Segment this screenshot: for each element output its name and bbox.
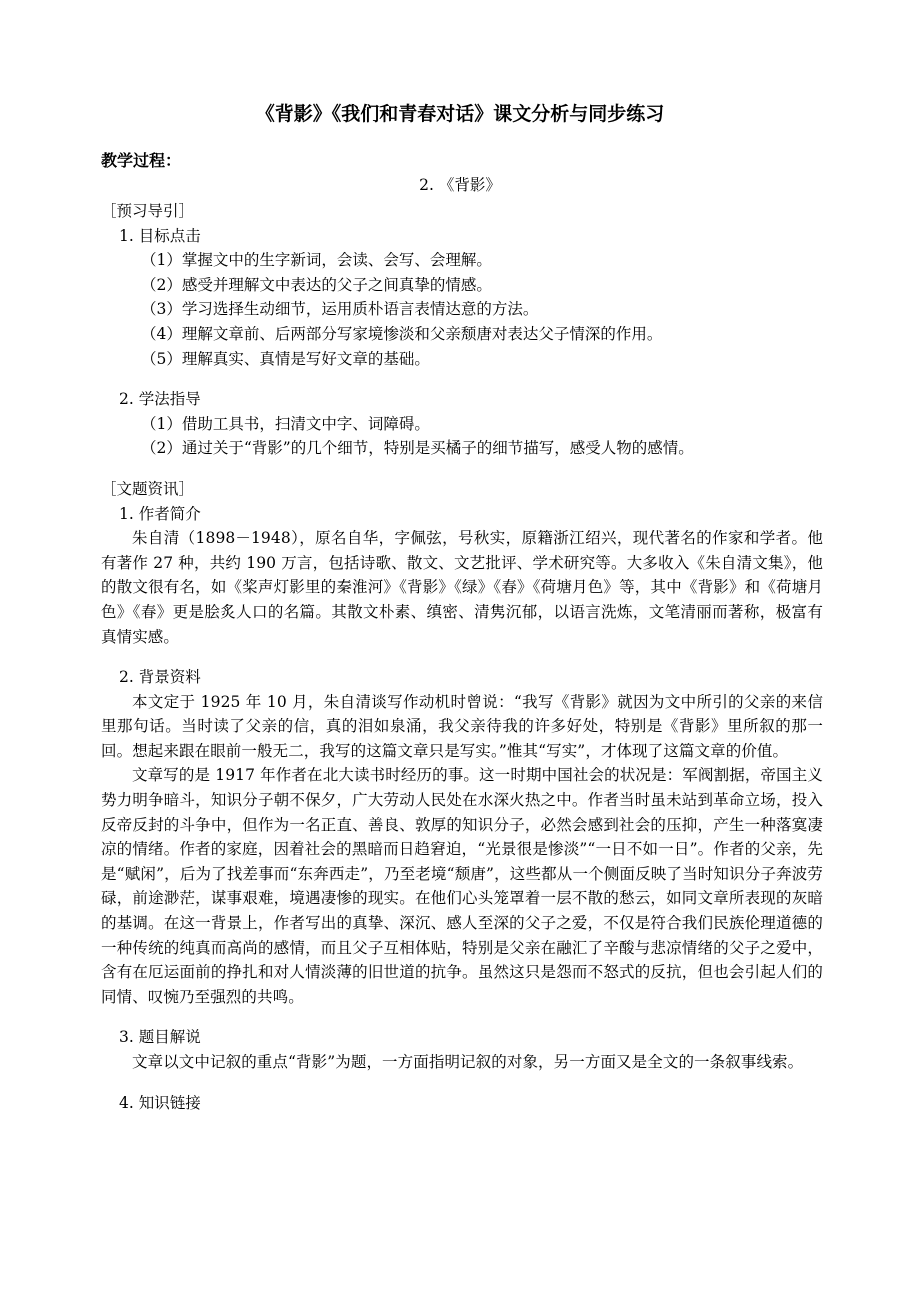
list-item: （5）理解真实、真情是写好文章的基础。 — [141, 349, 430, 368]
subheading-methods: 2. 学法指导 — [119, 390, 201, 409]
subheading-knowledge-link: 4. 知识链接 — [119, 1093, 201, 1112]
list-item: （4）理解文章前、后两部分写家境惨淡和父亲颓唐对表达父子情深的作用。 — [141, 324, 663, 343]
list-item: （2）感受并理解文中表达的父子之间真挚的情感。 — [141, 275, 492, 294]
list-item: （3）学习选择生动细节，运用质朴语言表情达意的方法。 — [141, 300, 539, 319]
list-item: （1）掌握文中的生字新词，会读、会写、会理解。 — [141, 251, 492, 270]
title-explain-paragraph: 文章以文中记叙的重点“背影”为题，一方面指明记叙的对象，另一方面又是全文的一条叙事线索。 — [132, 1053, 804, 1071]
subheading-author: 1. 作者简介 — [119, 504, 201, 523]
background-paragraph-1: 本文定于 1925 年 10 月，朱自清谈写作动机时曾说：“我写《背影》就因为文中所引的父亲的来信里那句话。当时读了父亲的信，真的泪如泉涌，我父亲待我的许多好处，特别是《背影》里所叙的那一回。想起来跟在眼前一般无二，我写的这篇文章只是写实。”惟其“写实”，才体现了这篇文章的价值。 — [101, 692, 823, 760]
document-body — [101, 199, 823, 1115]
subheading-goals: 1. 目标点击 — [119, 226, 201, 245]
background-paragraph-2: 文章写的是 1917 年作者在北大读书时经历的事。这一时期中国社会的状况是：军阀割据，帝国主义势力明争暗斗，知识分子朝不保夕，广大劳动人民处在水深火热之中。作者当时虽未站到革命立场，投入反帝反封的斗争中，但作为一名正直、善良、敦厚的知识分子，必然会感到社会的压抑，产生一种落寞凄凉的情绪。作者的家庭，因着社会的黑暗而日趋窘迫，“光景很是惨淡”“一日不如一日”。作者的父亲，先是“赋闲”，后为了找差事而“东奔西走”，乃至老境“颓唐”，这些都从一个侧面反映了当时知识分子奔波劳碌，前途渺茫，谋事艰难，境遇凄惨的现实。在他们心头笼罩着一层不散的愁云，如同文章所表现的灰暗的基调。在这一背景上，作者写出的真挚、深沉、感人至深的父子之爱，不仅是符合我们民族伦理道德的一种传统的纯真而高尚的感情，而且父子互相体贴，特别是父亲在融汇了辛酸与悲凉情绪的父子之爱中，含有在厄运面前的挣扎和对人情淡薄的旧世道的抗争。虽然这只是怨而不怒式的反抗，但也会引起人们的同情、叹惋乃至强烈的共鸣。 — [101, 766, 823, 1006]
list-item: （1）借助工具书，扫清文中字、词障碍。 — [141, 414, 430, 433]
process-label: 教学过程： — [101, 151, 182, 170]
section-heading-info: ［文题资讯］ — [101, 479, 195, 498]
subheading-title-explain: 3. 题目解说 — [119, 1028, 201, 1047]
lesson-heading: 2. 《背影》 — [419, 176, 501, 194]
section-heading-preview: ［预习导引］ — [101, 202, 195, 220]
document-title: 《背影》《我们和青春对话》课文分析与同步练习 — [255, 103, 665, 125]
author-paragraph: 朱自清（1898－1948），原名自华，字佩弦，号秋实，原籍浙江绍兴，现代著名的作家和学者。他有著作 27 种，共约 190 万言，包括诗歌、散文、文艺批评、学术研究等。大多收入《朱自清文集》，他的散文很有名，如《桨声灯影里的秦淮河》《背影》《绿》《春》《荷塘月色》等，其中《背影》和《荷塘月色》《春》更是脍炙人口的名篇。其散文朴素、缜密、清隽沉郁，以语言洗炼，文笔清丽而著称，极富有真情实感。 — [101, 529, 823, 646]
list-item: （2）通过关于“背影”的几个细节，特别是买橘子的细节描写，感受人物的感情。 — [141, 439, 694, 458]
subheading-background: 2. 背景资料 — [119, 668, 201, 687]
